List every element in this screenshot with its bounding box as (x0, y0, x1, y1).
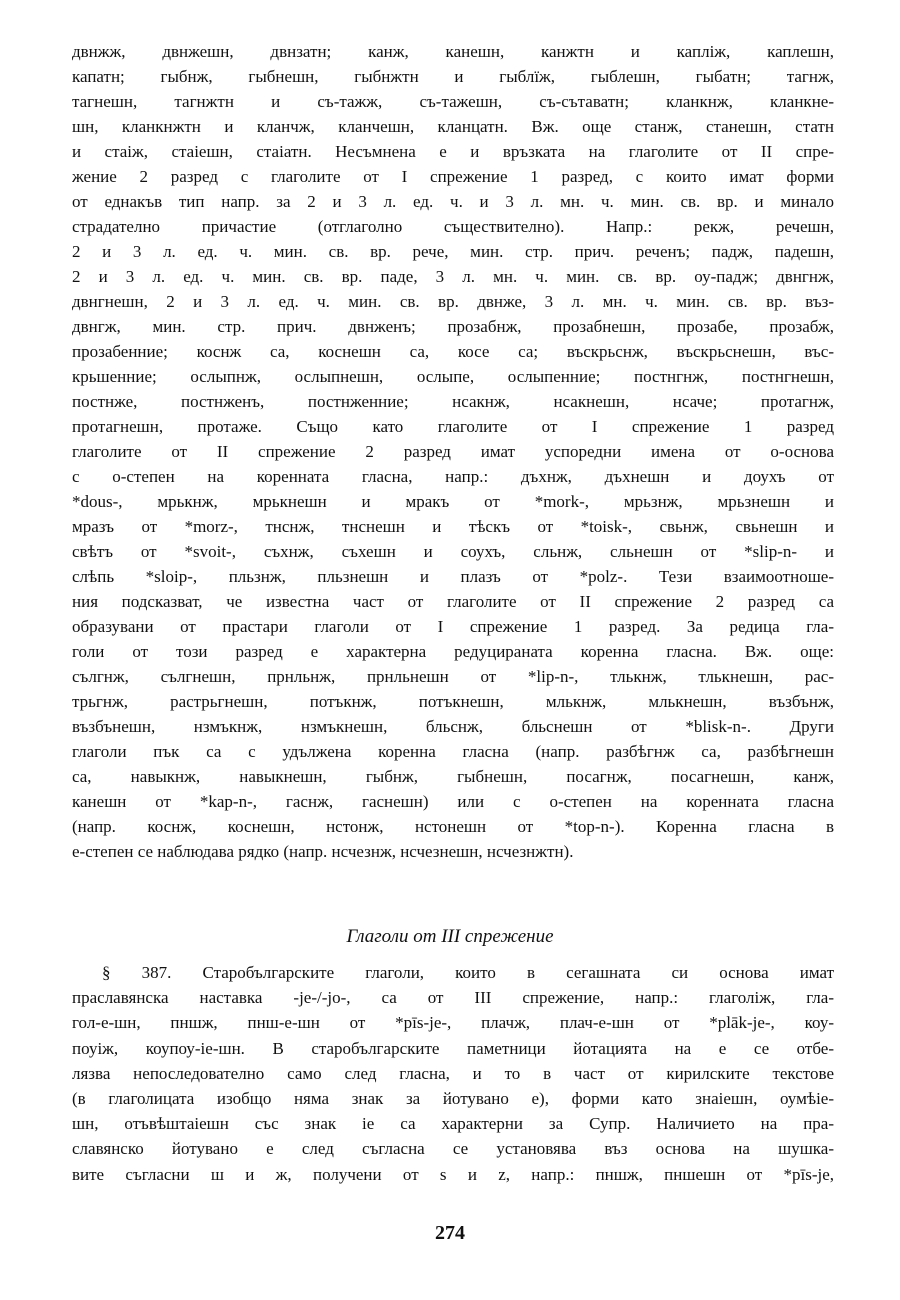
text-line: трьгнж, растрьгнешн, потъкнж, потъкнешн, млькнж, млькнешн, възбънж, (72, 692, 834, 711)
text-line: свѣтъ от *svoit-, съхнж, съхешн и соухъ, сльнж, сльнешн от *slip-n- и (72, 542, 834, 561)
text-line: слѣпь *sloip-, пльзнж, пльзнешн и плазъ от *polz-. Тези взаимоотноше- (72, 567, 834, 586)
text-line: 2 и 3 л. ед. ч. мин. св. вр. рече, мин. стр. прич. реченъ; падж, падешн, (72, 242, 834, 261)
page-number: 274 (435, 1222, 465, 1244)
text-line: вите съгласни ш и ж, получени от s и z, напр.: пншж, пншешн от *pīs-je, (72, 1164, 834, 1184)
text-line: канешн от *kap-n-, гаснж, гаснешн) или с о-степен на коренната гласна (72, 792, 834, 811)
text-line: постнже, постнженъ, постнженние; нсакнж, нсакнешн, нсаче; протагнж, (72, 392, 834, 411)
text-line: праславянска наставка -je-/-jo-, са от III спрежение, напр.: глаголіж, гла- (72, 988, 834, 1008)
text-line: двнгнешн, 2 и 3 л. ед. ч. мин. св. вр. двнже, 3 л. мн. ч. мин. св. вр. въз- (72, 292, 834, 311)
text-line: ния подсказват, че известна част от глаголите от II спрежение 2 разред са (72, 592, 834, 611)
text-line: глаголите от II спрежение 2 разред имат успоредни имена от о-основа (72, 442, 834, 461)
text-line: тагнешн, тагнжтн и съ-тажж, съ-тажешн, съ-сътаватн; кланкнж, кланкне- (72, 92, 834, 111)
text-line: лязва непоследователно само след гласна, и то в част от кирилските текстове (72, 1063, 834, 1083)
text-line: капатн; гыбнж, гыбнешн, гыбнжтн и гыблїж, гыблешн, гыбатн; тагнж, (72, 67, 834, 86)
text-line: § 387. Старобългарските глаголи, които в сегашната си основа имат (102, 963, 834, 982)
text-line: (в глаголицата изобщо няма знак за йотувано е), форми като знаіешн, оумѣіе- (72, 1089, 834, 1108)
text-line: глаголи пък са с удължена коренна гласна (напр. разбѣгнж са, разбѣгнешн (72, 742, 834, 761)
text-line: възбънешн, нзмъкнж, нзмъкнешн, бльснж, бльснешн от *blisk-n-. Други (72, 717, 834, 736)
text-line: с о-степен на коренната гласна, напр.: дъхнж, дъхнешн и доухъ от (72, 467, 834, 486)
text-line: 2 и 3 л. ед. ч. мин. св. вр. паде, 3 л. мн. ч. мин. св. вр. оу-падж; двнгнж, (72, 267, 834, 286)
text-line: жение 2 разред с глаголите от I спрежение 1 разред, с които имат форми (72, 167, 834, 186)
section-heading: Глаголи от III спрежение (346, 926, 554, 947)
text-line: поуіж, коупоу-іе-шн. В старобългарските паметници йотацията на е се отбе- (72, 1038, 834, 1058)
text-line: *dous-, мрькнж, мрькнешн и мракъ от *mork-, мрьзнж, мрьзнешн и (72, 492, 834, 511)
text-line: от еднакъв тип напр. за 2 и 3 л. ед. ч. и 3 л. мн. ч. мин. св. вр. и минало (72, 192, 834, 211)
text-line: голи от този разред е характерна редуцираната коренна гласна. Вж. още: (72, 642, 834, 661)
text-line: прозабенние; коснж са, коснешн са, косе са; въскрьснж, въскрьснешн, въс- (72, 342, 834, 361)
text-line: мразъ от *morz-, тнснж, тнснешн и тѣскъ от *toisk-, свьнж, свьнешн и (72, 517, 834, 536)
text-line: шн, отъвѣштаіешн със знак іе са характерни за Супр. Наличието на пра- (72, 1114, 834, 1134)
text-line: образувани от прастари глаголи от I спрежение 1 разред. За редица гла- (72, 617, 834, 636)
text-line: славянско йотувано е след съгласна се установява въз основа на шушка- (72, 1139, 834, 1159)
text-line: двнгж, мин. стр. прич. двнженъ; прозабнж, прозабнешн, прозабе, прозабж, (72, 317, 834, 336)
text-line: гол-е-шн, пншж, пнш-е-шн от *pīs-je-, плачж, плач-е-шн от *plāk-je-, коу- (72, 1013, 834, 1033)
text-line: шн, кланкнжтн и кланчж, кланчешн, кланцатн. Вж. още станж, станешн, статн (72, 117, 834, 136)
text-line: крьшенние; ослыпнж, ослыпнешн, ослыпе, ослыпенние; постнгнж, постнгнешн, (72, 367, 834, 386)
text-line: протагнешн, протаже. Също като глаголите от I спрежение 1 разред (72, 417, 834, 436)
text-line: и стаіж, стаіешн, стаіатн. Несъмнена е и връзката на глаголите от II спре- (72, 142, 834, 161)
text-line: (напр. коснж, коснешн, нстонж, нстонешн от *top-n-). Коренна гласна в (72, 817, 834, 836)
text-line: са, навыкнж, навыкнешн, гыбнж, гыбнешн, посагнж, посагнешн, канж, (72, 767, 834, 786)
text-line: е-степен се наблюдава рядко (напр. нсчезнж, нсчезнешн, нсчезнжтн). (72, 842, 574, 861)
text-line: страдателно причастие (отглаголно съществително). Напр.: рекж, речешн, (72, 217, 834, 236)
text-line: сългнж, сългнешн, прнльнж, прнльнешн от *lip-n-, тлькнж, тлькнешн, рас- (72, 667, 834, 686)
text-line: двнжж, двнжешн, двнзатн; канж, канешн, канжтн и капліж, каплешн, (72, 42, 834, 61)
